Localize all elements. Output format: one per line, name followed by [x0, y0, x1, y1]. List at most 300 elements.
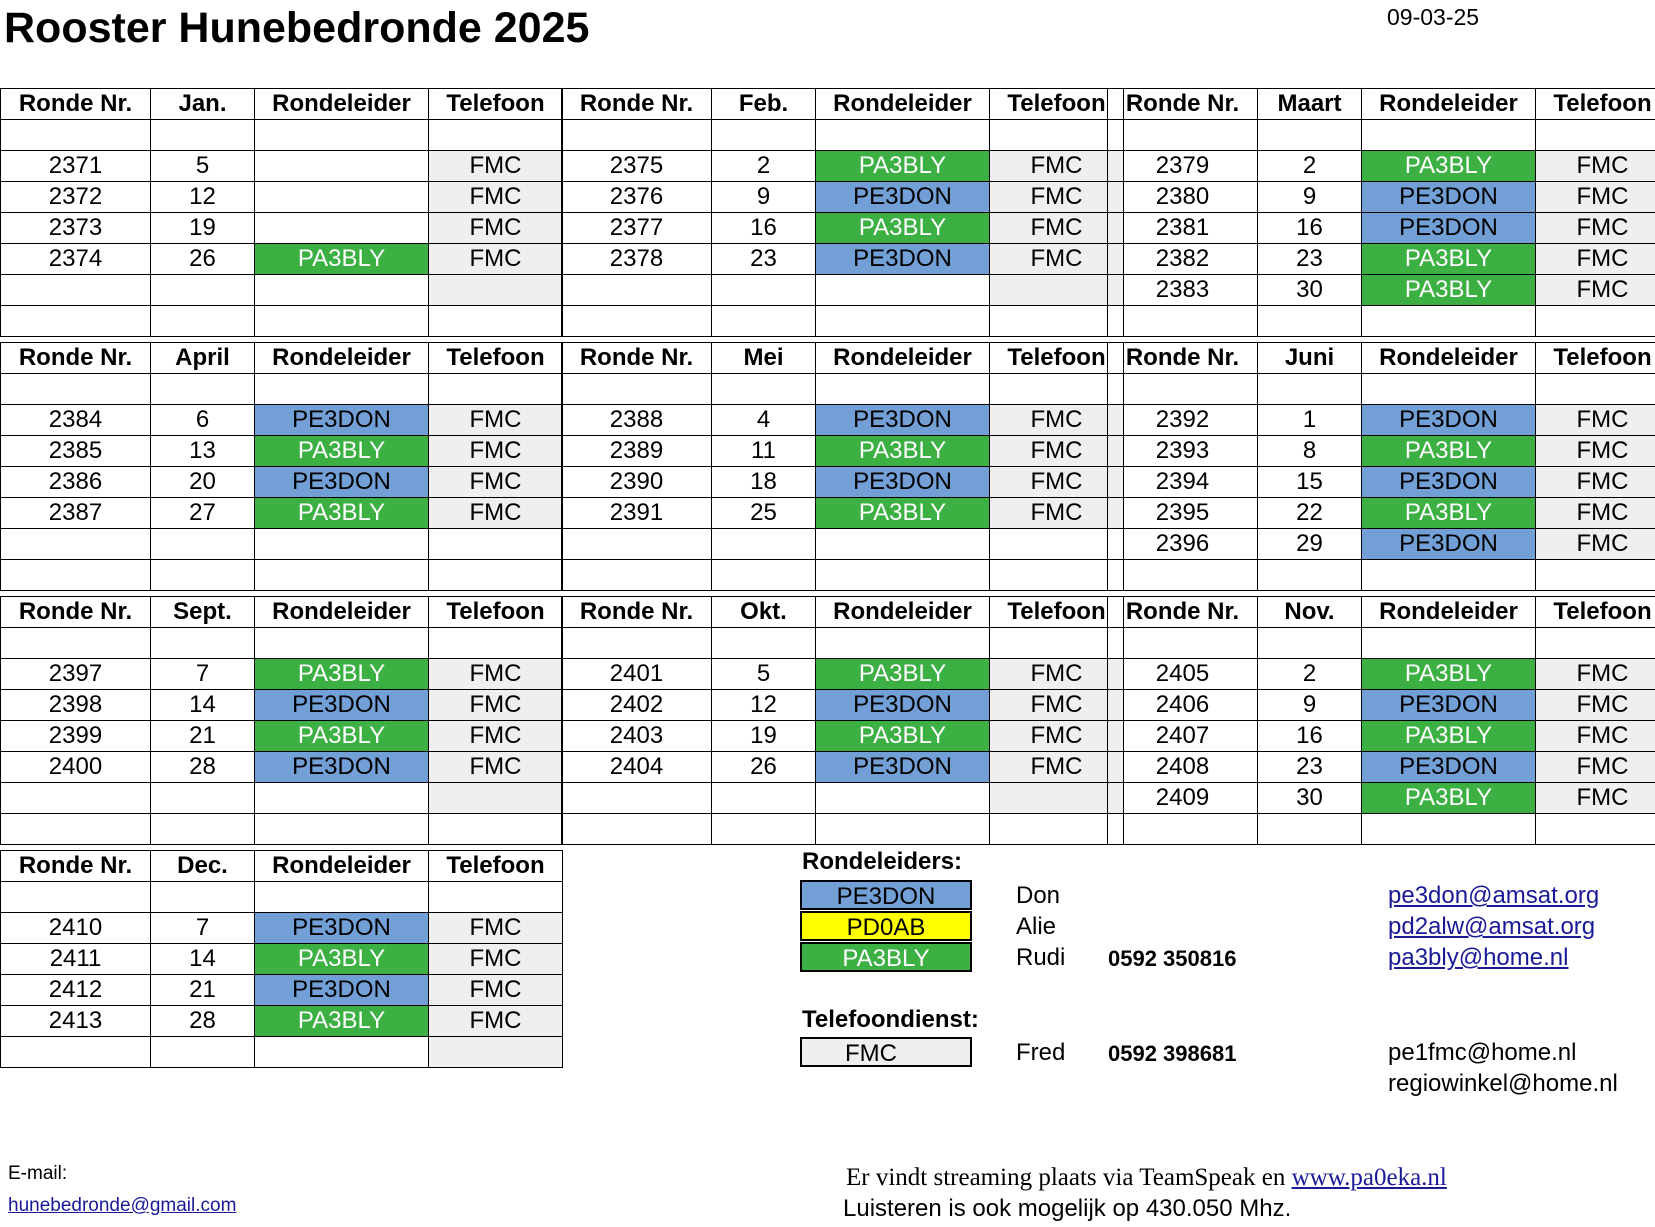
table-row — [1108, 275, 1655, 306]
telefoon-cell: FMC — [429, 405, 563, 436]
header-ronde-nr: Ronde Nr. — [1, 597, 151, 628]
telefoon-cell: FMC — [429, 213, 563, 244]
rondeleider-cell: PA3BLY — [816, 498, 990, 529]
email-text-pe1fmc: pe1fmc@home.nl — [1388, 1039, 1577, 1066]
table-row — [1108, 213, 1655, 244]
table-row — [562, 436, 1124, 467]
rondeleider-cell: PE3DON — [1362, 405, 1536, 436]
header-telefoon: Telefoon — [429, 597, 563, 628]
empty-cell — [712, 628, 816, 659]
telefoon-cell: FMC — [1536, 752, 1655, 783]
rondeleider-cell: PA3BLY — [816, 151, 990, 182]
empty-cell — [1258, 306, 1362, 337]
empty-cell — [562, 374, 712, 405]
empty-cell — [151, 306, 255, 337]
table-row — [1, 690, 563, 721]
spacer-row — [562, 560, 1124, 591]
telefoon-cell: FMC — [429, 913, 563, 944]
empty-cell — [562, 814, 712, 845]
header-rondeleider: Rondeleider — [1362, 597, 1536, 628]
empty-cell — [1362, 628, 1536, 659]
email-text-regiowinkel: regiowinkel@home.nl — [1388, 1070, 1618, 1097]
table-row — [1, 783, 563, 814]
telefoon-cell: FMC — [990, 690, 1124, 721]
telefoon-cell: FMC — [1536, 182, 1655, 213]
telefoon-cell — [990, 783, 1124, 814]
ronde-nr-cell — [562, 783, 712, 814]
day-cell: 26 — [712, 752, 816, 783]
ronde-nr-cell: 2384 — [1, 405, 151, 436]
empty-cell — [1362, 120, 1536, 151]
day-cell: 27 — [151, 498, 255, 529]
telefoon-cell: FMC — [1536, 405, 1655, 436]
ronde-nr-cell: 2383 — [1108, 275, 1258, 306]
table-row — [562, 752, 1124, 783]
table-row — [1, 975, 563, 1006]
empty-cell — [1258, 374, 1362, 405]
footer-email-link[interactable]: hunebedronde@gmail.com — [8, 1195, 237, 1216]
header-ronde-nr: Ronde Nr. — [562, 597, 712, 628]
day-cell: 14 — [151, 690, 255, 721]
ronde-nr-cell: 2389 — [562, 436, 712, 467]
spacer-row — [1, 560, 563, 591]
telefoon-cell: FMC — [429, 182, 563, 213]
ronde-nr-cell: 2396 — [1108, 529, 1258, 560]
rondeleider-cell — [255, 182, 429, 213]
ronde-nr-cell: 2397 — [1, 659, 151, 690]
ronde-nr-cell: 2376 — [562, 182, 712, 213]
day-cell: 5 — [151, 151, 255, 182]
day-cell: 26 — [151, 244, 255, 275]
empty-cell — [429, 882, 563, 913]
table-row — [562, 721, 1124, 752]
telefoon-cell: FMC — [1536, 244, 1655, 275]
ronde-nr-cell: 2371 — [1, 151, 151, 182]
rondeleider-cell: PA3BLY — [255, 1006, 429, 1037]
rondeleider-cell: PE3DON — [1362, 213, 1536, 244]
ronde-nr-cell: 2394 — [1108, 467, 1258, 498]
table-row — [1, 659, 563, 690]
empty-cell — [562, 628, 712, 659]
empty-cell — [151, 628, 255, 659]
telefoon-cell: FMC — [990, 182, 1124, 213]
empty-cell — [562, 560, 712, 591]
header-row — [1, 89, 563, 120]
empty-cell — [1536, 814, 1655, 845]
ronde-nr-cell: 2392 — [1108, 405, 1258, 436]
email-link-pd2alw[interactable]: pd2alw@amsat.org — [1388, 913, 1596, 940]
ronde-nr-cell: 2413 — [1, 1006, 151, 1037]
empty-cell — [1, 374, 151, 405]
table-row — [1108, 151, 1655, 182]
header-ronde-nr: Ronde Nr. — [1108, 89, 1258, 120]
telefoon-cell — [429, 529, 563, 560]
telefoon-cell: FMC — [429, 467, 563, 498]
ronde-nr-cell: 2375 — [562, 151, 712, 182]
empty-cell — [1, 306, 151, 337]
header-month: April — [151, 343, 255, 374]
header-ronde-nr: Ronde Nr. — [1, 89, 151, 120]
empty-cell — [1, 628, 151, 659]
empty-cell — [429, 814, 563, 845]
header-telefoon: Telefoon — [1536, 343, 1655, 374]
rondeleider-cell: PE3DON — [255, 690, 429, 721]
header-month: Okt. — [712, 597, 816, 628]
spacer-row — [1, 374, 563, 405]
spacer-row — [1, 306, 563, 337]
empty-cell — [816, 560, 990, 591]
table-row — [1, 405, 563, 436]
telefoon-cell: FMC — [429, 721, 563, 752]
header-row — [1, 597, 563, 628]
table-row — [562, 151, 1124, 182]
ronde-nr-cell: 2382 — [1108, 244, 1258, 275]
empty-cell — [1258, 120, 1362, 151]
ronde-nr-cell: 2377 — [562, 213, 712, 244]
empty-cell — [255, 306, 429, 337]
empty-cell — [1108, 306, 1258, 337]
header-rondeleider: Rondeleider — [816, 89, 990, 120]
telefoon-cell: FMC — [429, 975, 563, 1006]
telefoon-cell: FMC — [990, 151, 1124, 182]
day-cell: 14 — [151, 944, 255, 975]
day-cell — [151, 1037, 255, 1068]
ronde-nr-cell: 2407 — [1108, 721, 1258, 752]
schedule-table-nov — [1107, 596, 1655, 845]
spacer-row — [1, 882, 563, 913]
rondeleider-cell: PE3DON — [255, 913, 429, 944]
table-row — [1, 244, 563, 275]
empty-cell — [990, 374, 1124, 405]
rondeleider-cell: PA3BLY — [255, 498, 429, 529]
day-cell: 4 — [712, 405, 816, 436]
table-row — [1108, 659, 1655, 690]
table-row — [1108, 752, 1655, 783]
header-month: Jan. — [151, 89, 255, 120]
table-row — [1108, 783, 1655, 814]
rondeleider-cell: PA3BLY — [255, 659, 429, 690]
table-row — [1, 213, 563, 244]
spacer-row — [562, 374, 1124, 405]
telefoon-cell: FMC — [990, 213, 1124, 244]
ronde-nr-cell: 2401 — [562, 659, 712, 690]
ronde-nr-cell: 2408 — [1108, 752, 1258, 783]
header-rondeleider: Rondeleider — [1362, 343, 1536, 374]
rondeleider-cell: PA3BLY — [1362, 151, 1536, 182]
spacer-row — [1108, 374, 1655, 405]
empty-cell — [1258, 814, 1362, 845]
ronde-nr-cell: 2386 — [1, 467, 151, 498]
table-row — [1108, 529, 1655, 560]
header-rondeleider: Rondeleider — [816, 343, 990, 374]
header-rondeleider: Rondeleider — [255, 89, 429, 120]
telefoon-cell: FMC — [429, 498, 563, 529]
empty-cell — [1108, 560, 1258, 591]
ronde-nr-cell: 2395 — [1108, 498, 1258, 529]
empty-cell — [816, 306, 990, 337]
day-cell: 28 — [151, 1006, 255, 1037]
ronde-nr-cell — [1, 783, 151, 814]
empty-cell — [816, 120, 990, 151]
table-row — [1108, 467, 1655, 498]
empty-cell — [151, 882, 255, 913]
ronde-nr-cell: 2400 — [1, 752, 151, 783]
header-month: Dec. — [151, 851, 255, 882]
header-row — [562, 89, 1124, 120]
ronde-nr-cell: 2387 — [1, 498, 151, 529]
spacer-row — [562, 814, 1124, 845]
spacer-row — [1108, 560, 1655, 591]
rondeleider-cell: PA3BLY — [816, 213, 990, 244]
day-cell: 29 — [1258, 529, 1362, 560]
day-cell — [151, 275, 255, 306]
telefoon-cell: FMC — [1536, 498, 1655, 529]
schedule-table-sept — [0, 596, 563, 845]
day-cell: 28 — [151, 752, 255, 783]
day-cell: 8 — [1258, 436, 1362, 467]
table-row — [1, 151, 563, 182]
empty-cell — [562, 120, 712, 151]
empty-cell — [1362, 374, 1536, 405]
telefoon-cell: FMC — [1536, 659, 1655, 690]
header-row — [1108, 343, 1655, 374]
telefoon-cell: FMC — [429, 944, 563, 975]
header-telefoon: Telefoon — [429, 89, 563, 120]
day-cell — [712, 783, 816, 814]
header-ronde-nr: Ronde Nr. — [1, 851, 151, 882]
table-row — [1, 182, 563, 213]
ronde-nr-cell: 2393 — [1108, 436, 1258, 467]
day-cell: 9 — [1258, 690, 1362, 721]
rondeleider-cell — [255, 783, 429, 814]
table-row — [1, 275, 563, 306]
schedule-table-jan — [0, 88, 563, 337]
rondeleider-cell: PA3BLY — [1362, 783, 1536, 814]
empty-cell — [255, 560, 429, 591]
legend-badge-pa3bly: PA3BLY — [800, 942, 972, 972]
header-ronde-nr: Ronde Nr. — [1108, 597, 1258, 628]
rondeleider-cell: PE3DON — [1362, 182, 1536, 213]
empty-cell — [1, 120, 151, 151]
telefoon-cell: FMC — [429, 1006, 563, 1037]
ronde-nr-cell: 2379 — [1108, 151, 1258, 182]
ronde-nr-cell: 2411 — [1, 944, 151, 975]
rondeleider-cell: PE3DON — [816, 405, 990, 436]
table-row — [562, 529, 1124, 560]
table-row — [1, 498, 563, 529]
header-ronde-nr: Ronde Nr. — [1108, 343, 1258, 374]
email-link-pe3don[interactable]: pe3don@amsat.org — [1388, 882, 1600, 909]
telefoon-cell: FMC — [990, 721, 1124, 752]
day-cell: 19 — [151, 213, 255, 244]
table-row — [1108, 690, 1655, 721]
ronde-nr-cell: 2380 — [1108, 182, 1258, 213]
spacer-row — [1108, 814, 1655, 845]
day-cell: 11 — [712, 436, 816, 467]
empty-cell — [255, 814, 429, 845]
telefoon-cell: FMC — [1536, 783, 1655, 814]
page-title: Rooster Hunebedronde 2025 — [4, 4, 590, 52]
table-row — [1108, 721, 1655, 752]
header-telefoon: Telefoon — [429, 343, 563, 374]
telefoon-cell: FMC — [990, 659, 1124, 690]
day-cell: 2 — [1258, 151, 1362, 182]
table-row — [562, 467, 1124, 498]
empty-cell — [990, 560, 1124, 591]
listening-note: Luisteren is ook mogelijk op 430.050 Mhz. — [843, 1195, 1292, 1222]
rondeleider-cell — [816, 275, 990, 306]
header-month: Maart — [1258, 89, 1362, 120]
telefoon-cell: FMC — [1536, 275, 1655, 306]
ronde-nr-cell: 2412 — [1, 975, 151, 1006]
rondeleider-cell: PA3BLY — [816, 436, 990, 467]
telefoon-cell: FMC — [1536, 529, 1655, 560]
telefoon-cell — [990, 275, 1124, 306]
day-cell — [151, 783, 255, 814]
empty-cell — [816, 628, 990, 659]
rondeleider-cell: PE3DON — [816, 244, 990, 275]
empty-cell — [1536, 120, 1655, 151]
empty-cell — [1, 560, 151, 591]
rondeleider-cell: PE3DON — [1362, 752, 1536, 783]
table-row — [1, 721, 563, 752]
table-row — [562, 405, 1124, 436]
empty-cell — [1258, 628, 1362, 659]
header-ronde-nr: Ronde Nr. — [562, 343, 712, 374]
spacer-row — [562, 628, 1124, 659]
empty-cell — [712, 120, 816, 151]
legend-name-fred: Fred — [1016, 1039, 1066, 1066]
spacer-row — [1108, 120, 1655, 151]
telefoon-cell: FMC — [990, 498, 1124, 529]
table-row — [1, 752, 563, 783]
day-cell: 15 — [1258, 467, 1362, 498]
empty-cell — [1536, 628, 1655, 659]
telefoon-cell: FMC — [429, 244, 563, 275]
leaders-legend-title: Rondeleiders: — [802, 848, 963, 875]
empty-cell — [712, 814, 816, 845]
ronde-nr-cell — [1, 529, 151, 560]
table-row — [562, 275, 1124, 306]
day-cell: 21 — [151, 721, 255, 752]
ronde-nr-cell: 2406 — [1108, 690, 1258, 721]
rondeleider-cell: PA3BLY — [255, 721, 429, 752]
day-cell — [712, 275, 816, 306]
ronde-nr-cell: 2388 — [562, 405, 712, 436]
schedule-table-maart — [1107, 88, 1655, 337]
header-month: Feb. — [712, 89, 816, 120]
day-cell: 12 — [712, 690, 816, 721]
streaming-text: Er vindt streaming plaats via TeamSpeak en — [846, 1164, 1292, 1191]
rondeleider-cell: PE3DON — [255, 975, 429, 1006]
rondeleider-cell: PA3BLY — [255, 944, 429, 975]
rondeleider-cell: PA3BLY — [1362, 659, 1536, 690]
telefoon-cell: FMC — [990, 467, 1124, 498]
header-telefoon: Telefoon — [990, 597, 1124, 628]
header-telefoon: Telefoon — [1536, 597, 1655, 628]
empty-cell — [429, 120, 563, 151]
header-row — [1108, 89, 1655, 120]
telefoon-cell: FMC — [1536, 467, 1655, 498]
empty-cell — [1362, 560, 1536, 591]
day-cell: 2 — [712, 151, 816, 182]
spacer-row — [562, 120, 1124, 151]
telefoon-cell: FMC — [990, 405, 1124, 436]
rondeleider-cell — [255, 1037, 429, 1068]
telefoon-cell — [429, 1037, 563, 1068]
schedule-table-feb — [561, 88, 1124, 337]
empty-cell — [1108, 814, 1258, 845]
empty-cell — [1536, 374, 1655, 405]
ronde-nr-cell: 2373 — [1, 213, 151, 244]
table-row — [562, 213, 1124, 244]
email-link-pa3bly[interactable]: pa3bly@home.nl — [1388, 944, 1569, 971]
telefoon-cell: FMC — [1536, 721, 1655, 752]
schedule-table-mei — [561, 342, 1124, 591]
rondeleider-cell: PA3BLY — [1362, 244, 1536, 275]
day-cell: 9 — [712, 182, 816, 213]
legend-name-rudi: Rudi — [1016, 944, 1066, 971]
telefoon-cell: FMC — [429, 690, 563, 721]
ronde-nr-cell: 2404 — [562, 752, 712, 783]
day-cell: 9 — [1258, 182, 1362, 213]
rondeleider-cell: PA3BLY — [1362, 436, 1536, 467]
empty-cell — [429, 374, 563, 405]
header-rondeleider: Rondeleider — [255, 343, 429, 374]
telefoon-cell: FMC — [429, 659, 563, 690]
ronde-nr-cell: 2402 — [562, 690, 712, 721]
table-row — [1, 467, 563, 498]
table-row — [1, 436, 563, 467]
table-row — [1108, 498, 1655, 529]
legend-phone-fred: 0592 398681 — [1108, 1041, 1237, 1066]
empty-cell — [429, 306, 563, 337]
empty-cell — [816, 814, 990, 845]
rondeleider-cell: PE3DON — [255, 752, 429, 783]
empty-cell — [1536, 560, 1655, 591]
empty-cell — [255, 374, 429, 405]
empty-cell — [255, 628, 429, 659]
ronde-nr-cell: 2391 — [562, 498, 712, 529]
ronde-nr-cell: 2378 — [562, 244, 712, 275]
empty-cell — [1362, 306, 1536, 337]
rondeleider-cell: PE3DON — [255, 467, 429, 498]
legend-phone-rudi: 0592 350816 — [1108, 946, 1237, 971]
table-row — [1, 1037, 563, 1068]
telefoon-cell — [990, 529, 1124, 560]
telefoon-cell: FMC — [990, 752, 1124, 783]
empty-cell — [151, 374, 255, 405]
header-rondeleider: Rondeleider — [816, 597, 990, 628]
streaming-website-link[interactable]: www.pa0eka.nl — [1291, 1164, 1447, 1191]
empty-cell — [990, 306, 1124, 337]
day-cell: 13 — [151, 436, 255, 467]
table-row — [1, 1006, 563, 1037]
legend-name-don: Don — [1016, 882, 1061, 909]
spacer-row — [1, 628, 563, 659]
day-cell: 30 — [1258, 275, 1362, 306]
streaming-note — [846, 1164, 1447, 1192]
spacer-row — [562, 306, 1124, 337]
schedule-table-dec — [0, 850, 563, 1068]
header-rondeleider: Rondeleider — [255, 597, 429, 628]
spacer-row — [1108, 628, 1655, 659]
empty-cell — [1, 814, 151, 845]
telefoon-cell: FMC — [1536, 436, 1655, 467]
empty-cell — [816, 374, 990, 405]
day-cell: 16 — [1258, 213, 1362, 244]
ronde-nr-cell: 2405 — [1108, 659, 1258, 690]
